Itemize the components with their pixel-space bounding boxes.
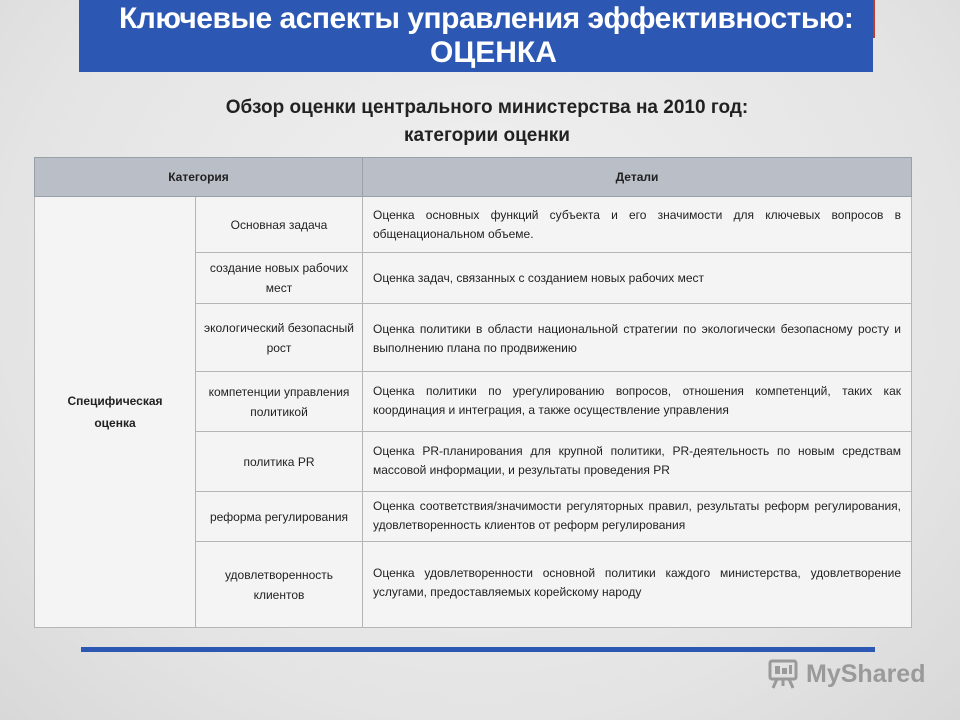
header-details: Детали [363, 158, 912, 197]
myshared-logo[interactable] [766, 656, 925, 692]
slide-title-sub: ОЦЕНКА [430, 36, 557, 69]
detail-cell: Оценка политики по урегулированию вопросов, отношения компетенций, таких как координация и интеграция, а также осуществление управления [363, 372, 912, 432]
detail-cell: Оценка политики в области национальной стратегии по экологически безопасному росту и выполнению плана по продвижению [363, 304, 912, 372]
subtitle [0, 94, 960, 150]
table-header-row [35, 158, 912, 197]
detail-cell: Оценка задач, связанных с созданием новых рабочих мест [363, 253, 912, 304]
main-category-label: Специфическая оценка [67, 394, 163, 430]
slide-title: Ключевые аспекты управления эффективностью: [119, 2, 854, 35]
detail-cell: Оценка удовлетворенности основной политики каждого министерства, удовлетворение услугами, предоставляемых корейскому народу [363, 542, 912, 628]
subtitle-line-1: Обзор оценки центрального министерства на 2010 год: [225, 97, 749, 118]
sub-category-cell: удовлетворенность клиентов [196, 542, 363, 628]
subtitle-line-2: категории оценки [404, 125, 570, 146]
detail-cell: Оценка соответствия/значимости регуляторных правил, результаты реформ регулирования, удовлетворенность клиентов от реформ регулирования [363, 492, 912, 542]
footer-divider [81, 647, 875, 652]
sub-category-cell: реформа регулирования [196, 492, 363, 542]
table-row [35, 197, 912, 253]
evaluation-table [34, 157, 912, 628]
header-category: Категория [35, 158, 363, 197]
sub-category-cell: политика PR [196, 432, 363, 492]
main-category-cell [35, 197, 196, 628]
sub-category-cell: компетенции управления политикой [196, 372, 363, 432]
logo-text: MyShared [806, 659, 926, 688]
presentation-board-icon [766, 657, 800, 691]
sub-category-cell: Основная задача [196, 197, 363, 253]
title-banner [79, 0, 873, 72]
sub-category-cell: экологический безопасный рост [196, 304, 363, 372]
detail-cell: Оценка PR-планирования для крупной политики, PR-деятельность по новым средствам массовой информации, и результаты проведения PR [363, 432, 912, 492]
detail-cell: Оценка основных функций субъекта и его значимости для ключевых вопросов в общенациональном объеме. [363, 197, 912, 253]
banner-accent [873, 0, 875, 38]
sub-category-cell: создание новых рабочих мест [196, 253, 363, 304]
